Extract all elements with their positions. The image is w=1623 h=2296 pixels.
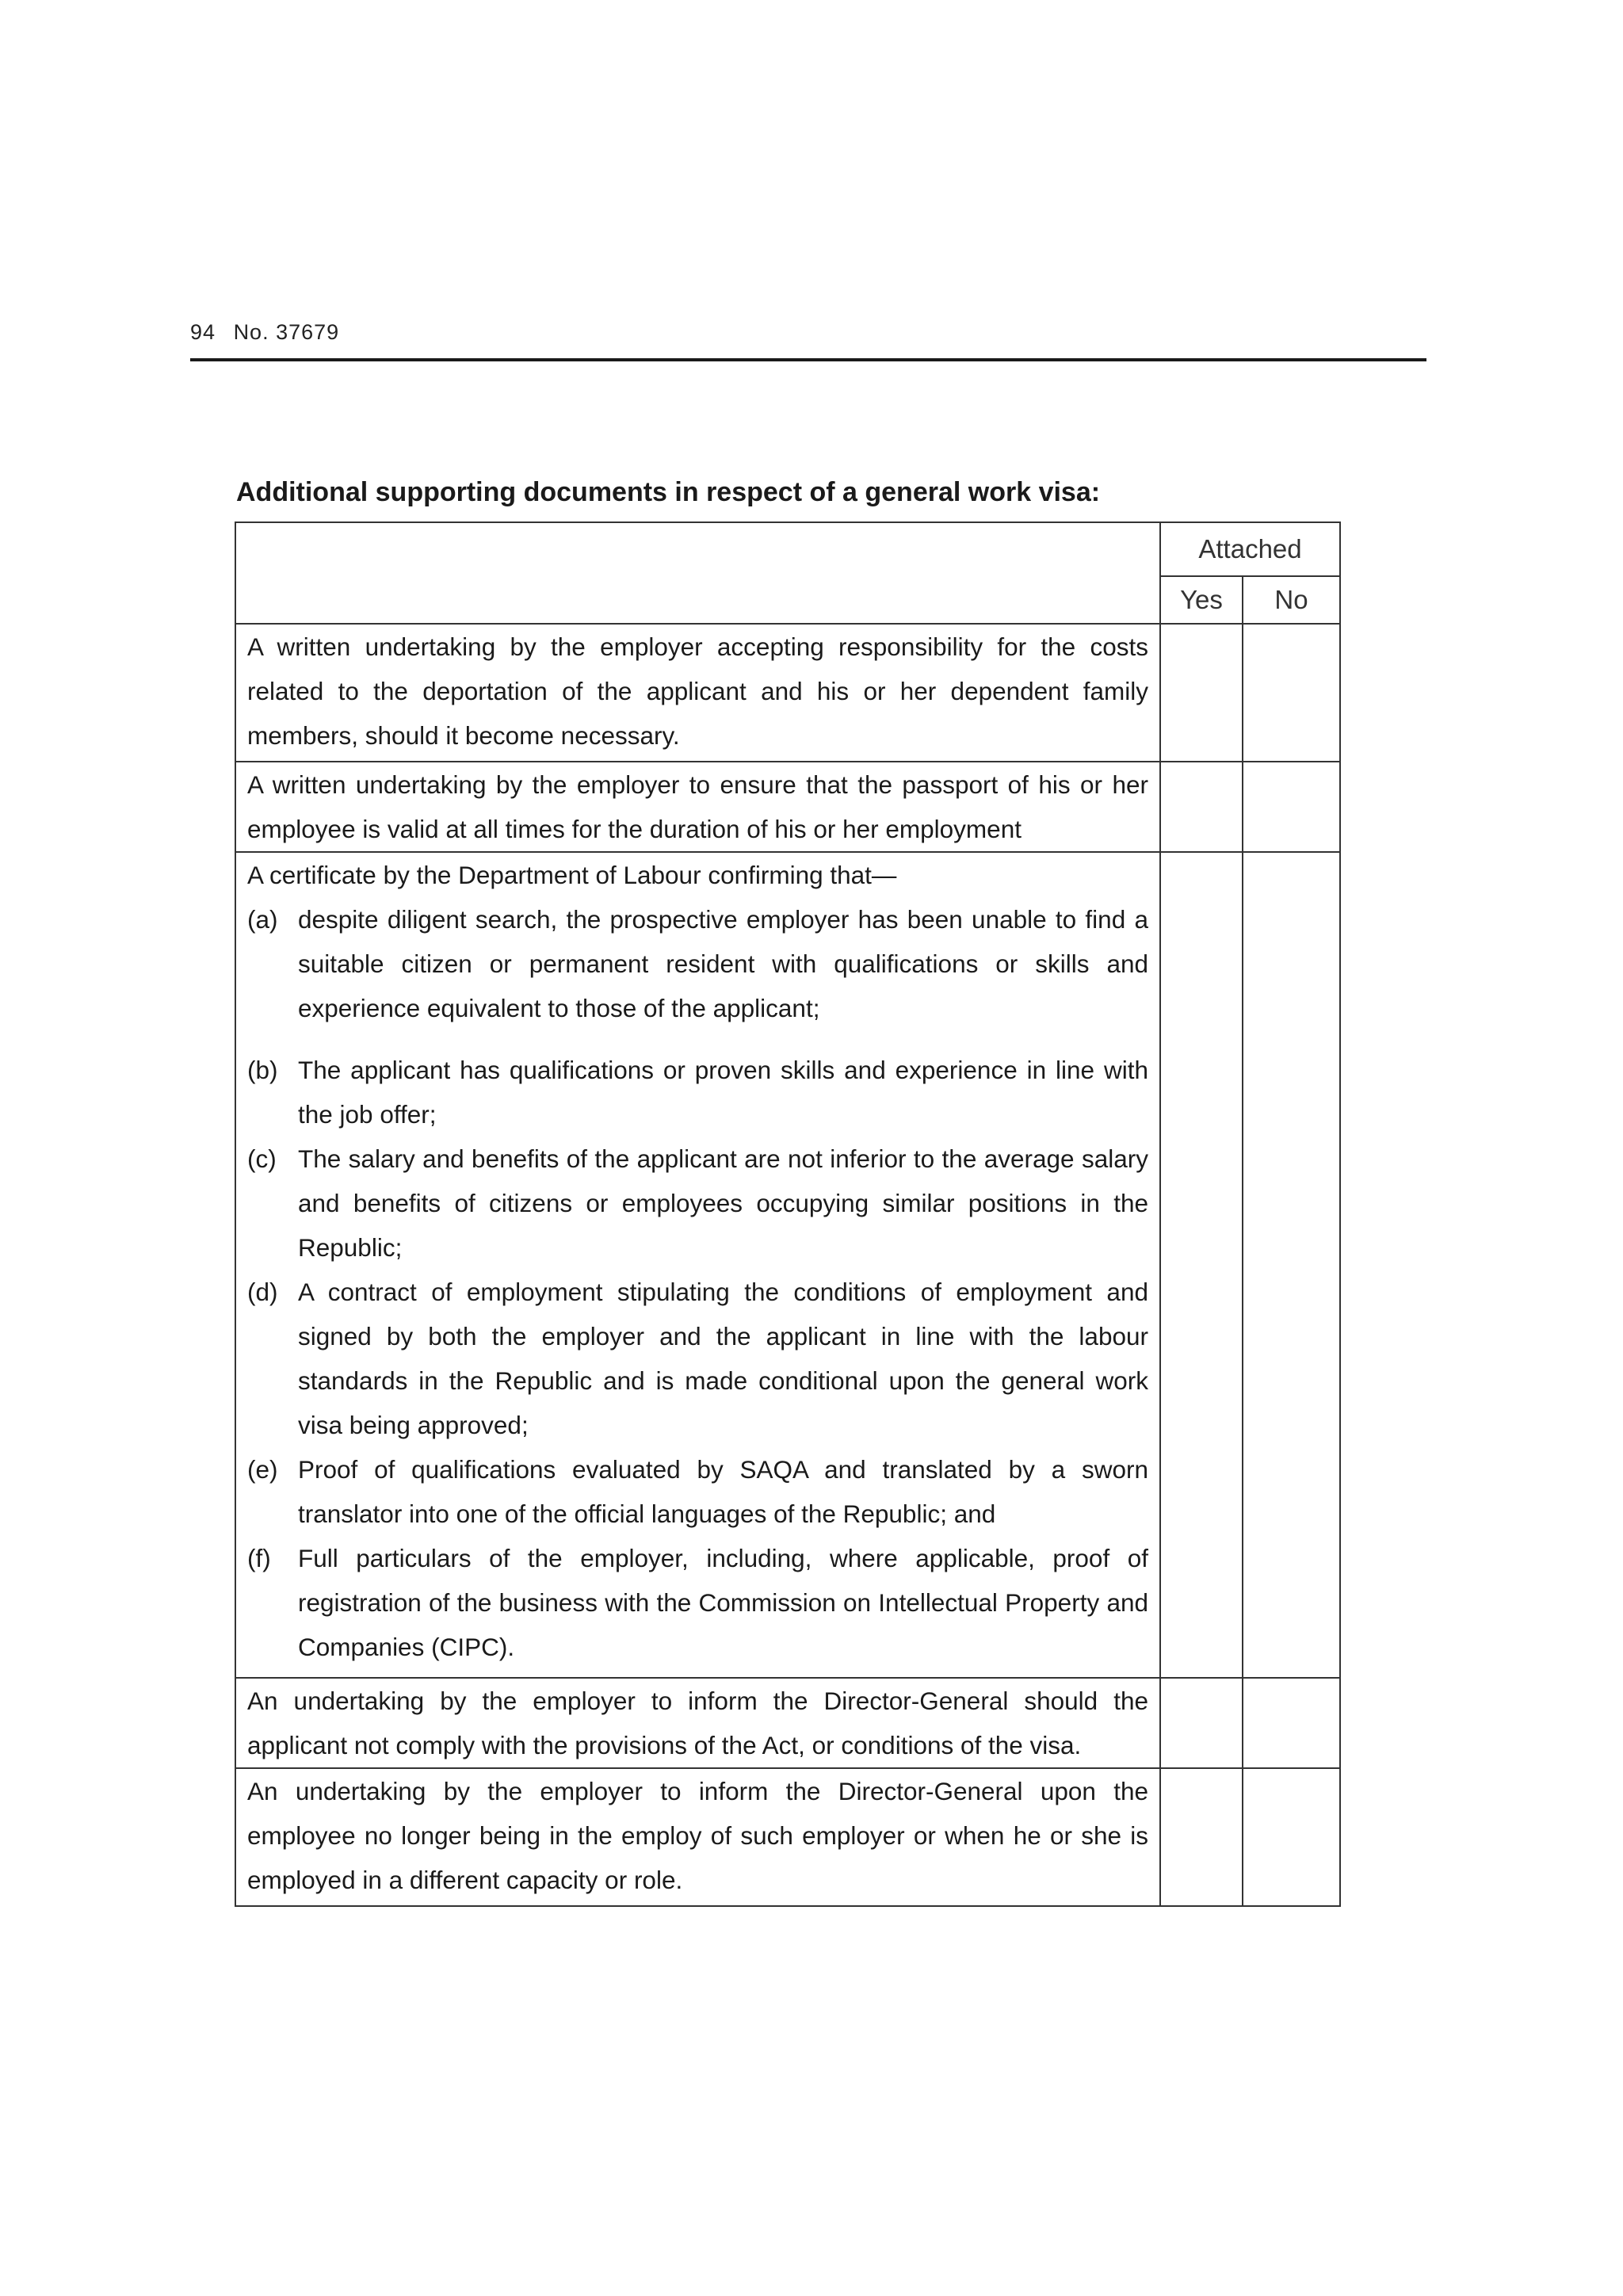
no-header: No [1243,576,1340,624]
yes-checkbox[interactable] [1160,1768,1243,1906]
item-text: Full particulars of the employer, including, where applicable, proof of registration of the business with the Commission on Intellectual Property and Companies (CIPC). [298,1544,1148,1661]
certificate-intro: A certificate by the Department of Labour confirming that— [247,861,897,889]
page-number: 94 [190,320,216,344]
table-header-row [235,522,1340,576]
list-item [247,1536,1148,1669]
list-item [247,1048,1148,1137]
list-item [247,1270,1148,1447]
yes-checkbox[interactable] [1160,624,1243,762]
checklist-table [235,521,1341,1907]
list-item [247,1447,1148,1536]
item-label: (c) [247,1144,277,1173]
row-passport-undertaking: A written undertaking by the employer to ensure that the passport of his or her employee is valid at all times for the duration of his or her employment [235,762,1160,852]
no-checkbox[interactable] [1243,852,1340,1678]
item-label: (b) [247,1056,278,1084]
list-item [247,1137,1148,1270]
item-text: A contract of employment stipulating the conditions of employment and signed by both the employer and the applicant in line with the labour standards in the Republic and is made conditional upon the general work visa being approved; [298,1278,1148,1439]
item-label: (f) [247,1544,271,1572]
attached-header: Attached [1160,522,1340,576]
yes-checkbox[interactable] [1160,762,1243,852]
page-header [190,320,339,345]
row-labour-certificate [235,852,1160,1678]
table-row [235,762,1340,852]
item-text: The salary and benefits of the applicant are not inferior to the average salary and benefits of citizens or employees occupying similar positions in the Republic; [298,1144,1148,1262]
row-deportation-undertaking: A written undertaking by the employer accepting responsibility for the costs related to the deportation of the applicant and his or her dependent family members, should it become necessary. [235,624,1160,762]
item-text: The applicant has qualifications or proven skills and experience in line with the job offer; [298,1056,1148,1129]
yes-checkbox[interactable] [1160,852,1243,1678]
yes-header: Yes [1160,576,1243,624]
no-checkbox[interactable] [1243,1678,1340,1768]
item-label: (d) [247,1278,278,1306]
row-noncompliance-undertaking: An undertaking by the employer to inform the Director-General should the applicant not comply with the provisions of the Act, or conditions of the visa. [235,1678,1160,1768]
table-row [235,1678,1340,1768]
no-checkbox[interactable] [1243,624,1340,762]
item-label: (e) [247,1455,278,1484]
item-text: Proof of qualifications evaluated by SAQA and translated by a sworn translator into one of the official languages of the Republic; and [298,1455,1148,1528]
item-label: (a) [247,905,278,934]
item-text: despite diligent search, the prospective employer has been unable to find a suitable citizen or permanent resident with qualifications or skills and experience equivalent to those of the applicant; [298,905,1148,1022]
no-checkbox[interactable] [1243,762,1340,852]
header-blank-cell [235,522,1160,624]
row-employment-end-undertaking: An undertaking by the employer to inform the Director-General upon the employee no longer being in the employ of such employer or when he or she is employed in a different capacity or role. [235,1768,1160,1906]
gazette-number: No. 37679 [233,320,340,344]
header-rule [190,358,1426,361]
no-checkbox[interactable] [1243,1768,1340,1906]
yes-checkbox[interactable] [1160,1678,1243,1768]
list-item [247,897,1148,1030]
table-row [235,852,1340,1678]
table-row [235,624,1340,762]
document-title: Additional supporting documents in respect of a general work visa: [236,477,1101,507]
table-row [235,1768,1340,1906]
